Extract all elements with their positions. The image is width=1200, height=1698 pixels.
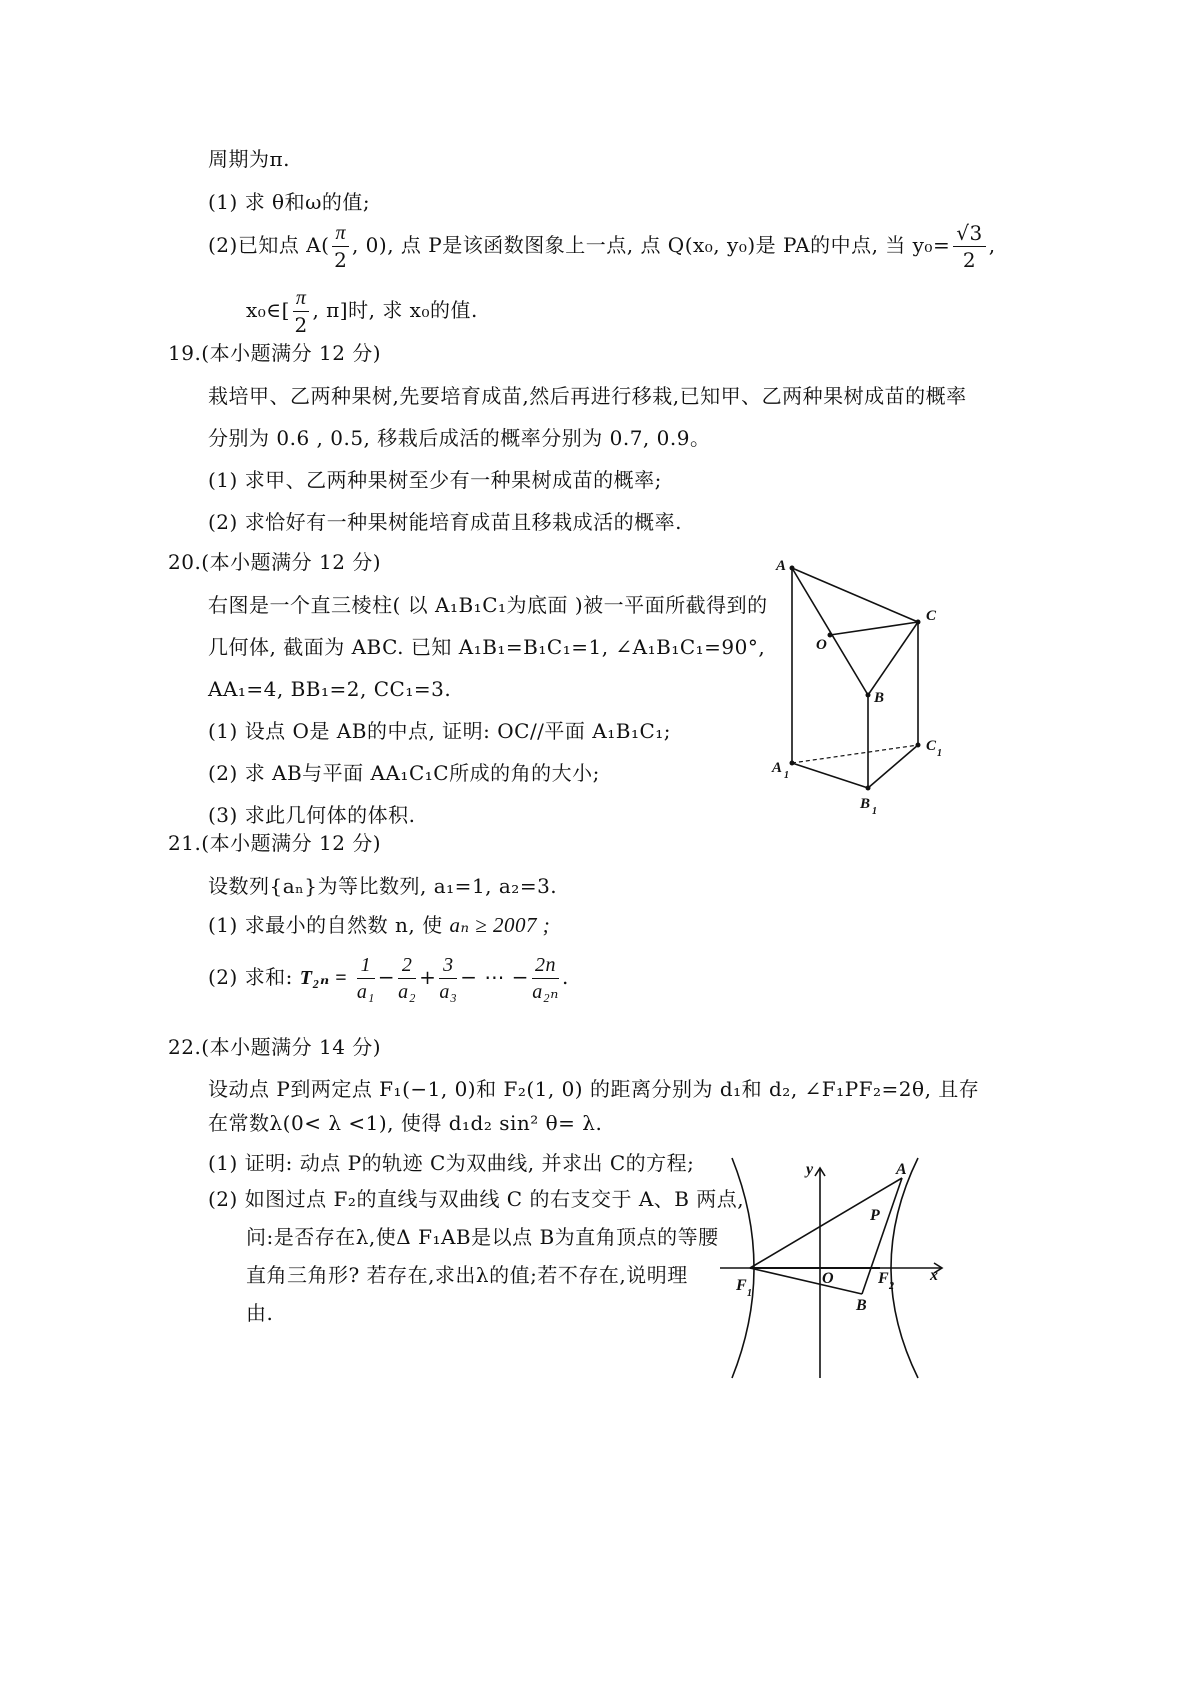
q22-part2-line-d: 由. — [246, 1301, 274, 1325]
q18-part2 — [208, 220, 996, 280]
fraction-3-a3 — [439, 952, 457, 1005]
sqrt3-over-2-fraction — [953, 220, 985, 273]
q20-line1: 右图是一个直三棱柱( 以 A₁B₁C₁为底面 )被一平面所截得到的 — [208, 593, 768, 617]
q21-part1-text: (1) 求最小的自然数 n, 使 — [208, 913, 443, 937]
fraction-denominator: 2 — [334, 248, 348, 272]
segment-F1B — [750, 1268, 862, 1294]
vertex-A — [790, 566, 795, 571]
label-B: B — [856, 1297, 867, 1314]
q22-line2: 在常数λ(0< λ <1), 使得 d₁d₂ sin² θ= λ. — [208, 1111, 603, 1135]
fraction-numerator: 2n — [532, 952, 559, 979]
fraction-denominator: a₂ₙ — [532, 981, 559, 1003]
edge-OC — [830, 622, 918, 635]
fraction-2-a2 — [398, 952, 416, 1005]
label-O: O — [816, 637, 827, 653]
vertex-B1 — [866, 786, 871, 791]
vertex-A1 — [790, 761, 795, 766]
q18-part2-range — [246, 285, 478, 345]
label-F1-sub: 1 — [747, 1288, 752, 1299]
q20-line3: AA₁=4, BB₁=2, CC₁=3. — [208, 677, 452, 701]
fraction-2n-a2n — [532, 952, 559, 1005]
q22-line1: 设动点 P到两定点 F₁(−1, 0)和 F₂(1, 0) 的距离分别为 d₁和 d₂, ∠F₁PF₂=2θ, 且存 — [208, 1077, 980, 1101]
label-B1: B — [860, 796, 871, 812]
q20-heading: 20.(本小题满分 12 分) — [168, 550, 382, 574]
q21-heading: 21.(本小题满分 12 分) — [168, 831, 382, 855]
label-C1: C — [926, 738, 937, 754]
q20-part1: (1) 设点 O是 AB的中点, 证明: OC//平面 A₁B₁C₁; — [208, 719, 672, 743]
q19-line1: 栽培甲、乙两种果树,先要培育成苗,然后再进行移栽,已知甲、乙两种果树成苗的概率 — [208, 384, 967, 408]
label-x: x — [930, 1267, 938, 1284]
edge-AC — [792, 568, 918, 622]
q19-part1: (1) 求甲、乙两种果树至少有一种果树成苗的概率; — [208, 468, 662, 492]
q19-part2: (2) 求恰好有一种果树能培育成苗且移栽成活的概率. — [208, 510, 683, 534]
label-O: O — [822, 1270, 834, 1287]
edge-BC — [868, 622, 918, 695]
label-C1-sub: 1 — [937, 748, 942, 759]
formula-end: . — [562, 965, 569, 989]
fraction-numerator: 1 — [357, 952, 375, 979]
q21-part1 — [208, 912, 550, 938]
fraction-denominator: 2 — [294, 313, 308, 337]
vertex-B — [866, 693, 871, 698]
q18-range-text-a: x₀∈[ — [246, 298, 290, 322]
fraction-numerator: √3 — [953, 220, 985, 247]
q22-part2-line-c: 直角三角形? 若存在,求出λ的值;若不存在,说明理 — [246, 1263, 688, 1287]
label-C: C — [926, 608, 937, 624]
fraction-numerator: 3 — [439, 952, 457, 979]
q22-heading: 22.(本小题满分 14 分) — [168, 1035, 382, 1059]
fraction-denominator: 2 — [962, 248, 977, 272]
q20-part2: (2) 求 AB与平面 AA₁C₁C所成的角的大小; — [208, 761, 600, 785]
op-plus: + — [419, 965, 437, 989]
label-B1-sub: 1 — [872, 806, 877, 817]
q21-line1: 设数列{aₙ}为等比数列, a₁=1, a₂=3. — [208, 874, 558, 898]
op-ellipsis: − ⋯ − — [460, 965, 530, 989]
fraction-numerator: π — [293, 285, 310, 312]
q18-part2-text-c: , — [988, 233, 996, 257]
q21-part2 — [208, 952, 569, 1014]
q20-part3: (3) 求此几何体的体积. — [208, 803, 416, 827]
q19-line2: 分别为 0.6 , 0.5, 移栽后成活的概率分别为 0.7, 0.9。 — [208, 426, 711, 450]
q18-line0: 周期为π. — [208, 147, 291, 171]
fraction-1-a1 — [357, 952, 375, 1005]
vertex-C1 — [916, 743, 921, 748]
fraction-denominator: a₂ — [398, 981, 417, 1003]
hyperbola-figure — [720, 1150, 960, 1382]
q21-inequality: aₙ ≥ 2007 ; — [449, 913, 551, 937]
prism-figure — [760, 550, 970, 825]
q18-part2-text-b: , 0), 点 P是该函数图象上一点, 点 Q(x₀, y₀)是 PA的中点, 当 y₀= — [351, 233, 951, 257]
q22-part2-line-b: 问:是否存在λ,使Δ F₁AB是以点 B为直角顶点的等腰 — [246, 1225, 719, 1249]
label-P: P — [870, 1207, 880, 1224]
hyperbola-diagram — [720, 1150, 960, 1382]
fraction-denominator: a₃ — [439, 981, 458, 1003]
label-A: A — [896, 1161, 907, 1178]
label-F2: F — [878, 1270, 889, 1287]
label-A: A — [776, 558, 787, 574]
q18-part2-text-a: (2)已知点 A( — [208, 233, 330, 257]
q18-range-text-b: , π]时, 求 x₀的值. — [312, 298, 478, 322]
label-A1: A — [772, 760, 783, 776]
q21-T2n: T₂ₙ = — [299, 967, 348, 989]
q22-part2-line-a: (2) 如图过点 F₂的直线与双曲线 C 的右支交于 A、B 两点, — [208, 1187, 745, 1211]
label-A1-sub: 1 — [784, 770, 789, 781]
fraction-denominator: a₁ — [356, 981, 375, 1003]
q18-part1: (1) 求 θ和ω的值; — [208, 190, 371, 214]
q22-part1: (1) 证明: 动点 P的轨迹 C为双曲线, 并求出 C的方程; — [208, 1151, 695, 1175]
label-F2-sub: 2 — [889, 1281, 894, 1292]
q21-part2-text: (2) 求和: — [208, 965, 293, 989]
label-y: y — [806, 1161, 814, 1178]
q20-line2: 几何体, 截面为 ABC. 已知 A₁B₁=B₁C₁=1, ∠A₁B₁C₁=90°, — [208, 635, 766, 659]
edge-A1B1 — [792, 763, 868, 788]
prism-diagram — [760, 550, 970, 825]
vertex-C — [916, 620, 921, 625]
fraction-numerator: 2 — [398, 952, 416, 979]
vertex-O — [828, 633, 833, 638]
label-B: B — [874, 690, 885, 706]
op-minus: − — [377, 965, 396, 989]
pi-over-2-fraction — [332, 220, 349, 273]
q19-heading: 19.(本小题满分 12 分) — [168, 341, 382, 365]
pi-over-2-fraction — [293, 285, 310, 338]
fraction-numerator: π — [332, 220, 349, 247]
label-F1: F — [736, 1277, 747, 1294]
